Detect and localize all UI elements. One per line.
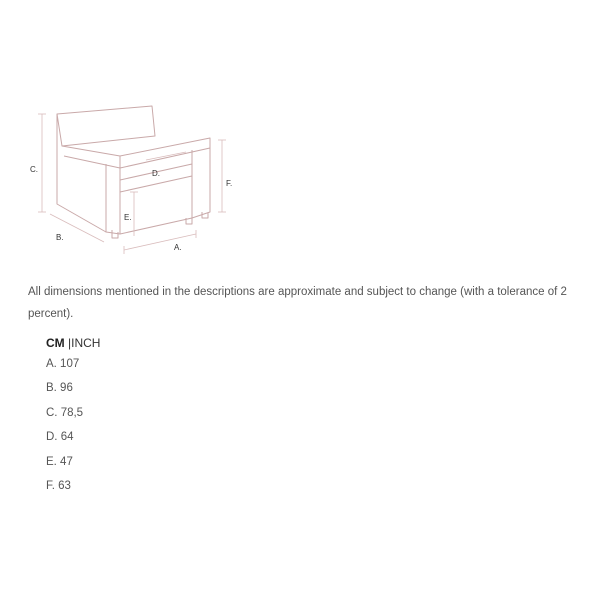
dimensions-disclaimer: All dimensions mentioned in the descriptions are approximate and subject to change (with a tolerance of 2 percent). — [28, 286, 567, 320]
right-front-face — [192, 148, 210, 218]
label-e: E. — [124, 213, 132, 222]
dim-line-a — [124, 234, 196, 250]
dimension-values — [46, 352, 100, 498]
dimensions-list-block — [46, 334, 100, 498]
dimension-f: F. 63 — [46, 479, 71, 492]
left-side-outline — [57, 114, 106, 232]
unit-cm[interactable]: CM — [46, 336, 65, 350]
dim-line-d — [146, 152, 186, 160]
armchair-drawing — [20, 100, 250, 260]
dimension-d: D. 64 — [46, 431, 74, 444]
dimension-c: C. 78,5 — [46, 406, 84, 419]
dimension-e: E. 47 — [46, 455, 73, 468]
label-c: C. — [30, 165, 38, 174]
label-a: A. — [174, 243, 182, 252]
label-f: F. — [226, 179, 233, 188]
dimension-b: B. 96 — [46, 382, 73, 395]
unit-separator: | — [68, 336, 72, 350]
armchair-dimension-diagram — [20, 100, 250, 260]
label-b: B. — [56, 233, 64, 242]
label-d: D. — [152, 169, 160, 178]
unit-selector — [46, 334, 100, 352]
backrest-outline — [57, 106, 155, 146]
dimension-a: A. 107 — [46, 358, 80, 370]
right-armrest-outline — [120, 138, 210, 168]
unit-inch[interactable]: INCH — [71, 336, 101, 350]
left-armrest-outline — [62, 146, 120, 168]
front-left-face — [106, 164, 120, 234]
